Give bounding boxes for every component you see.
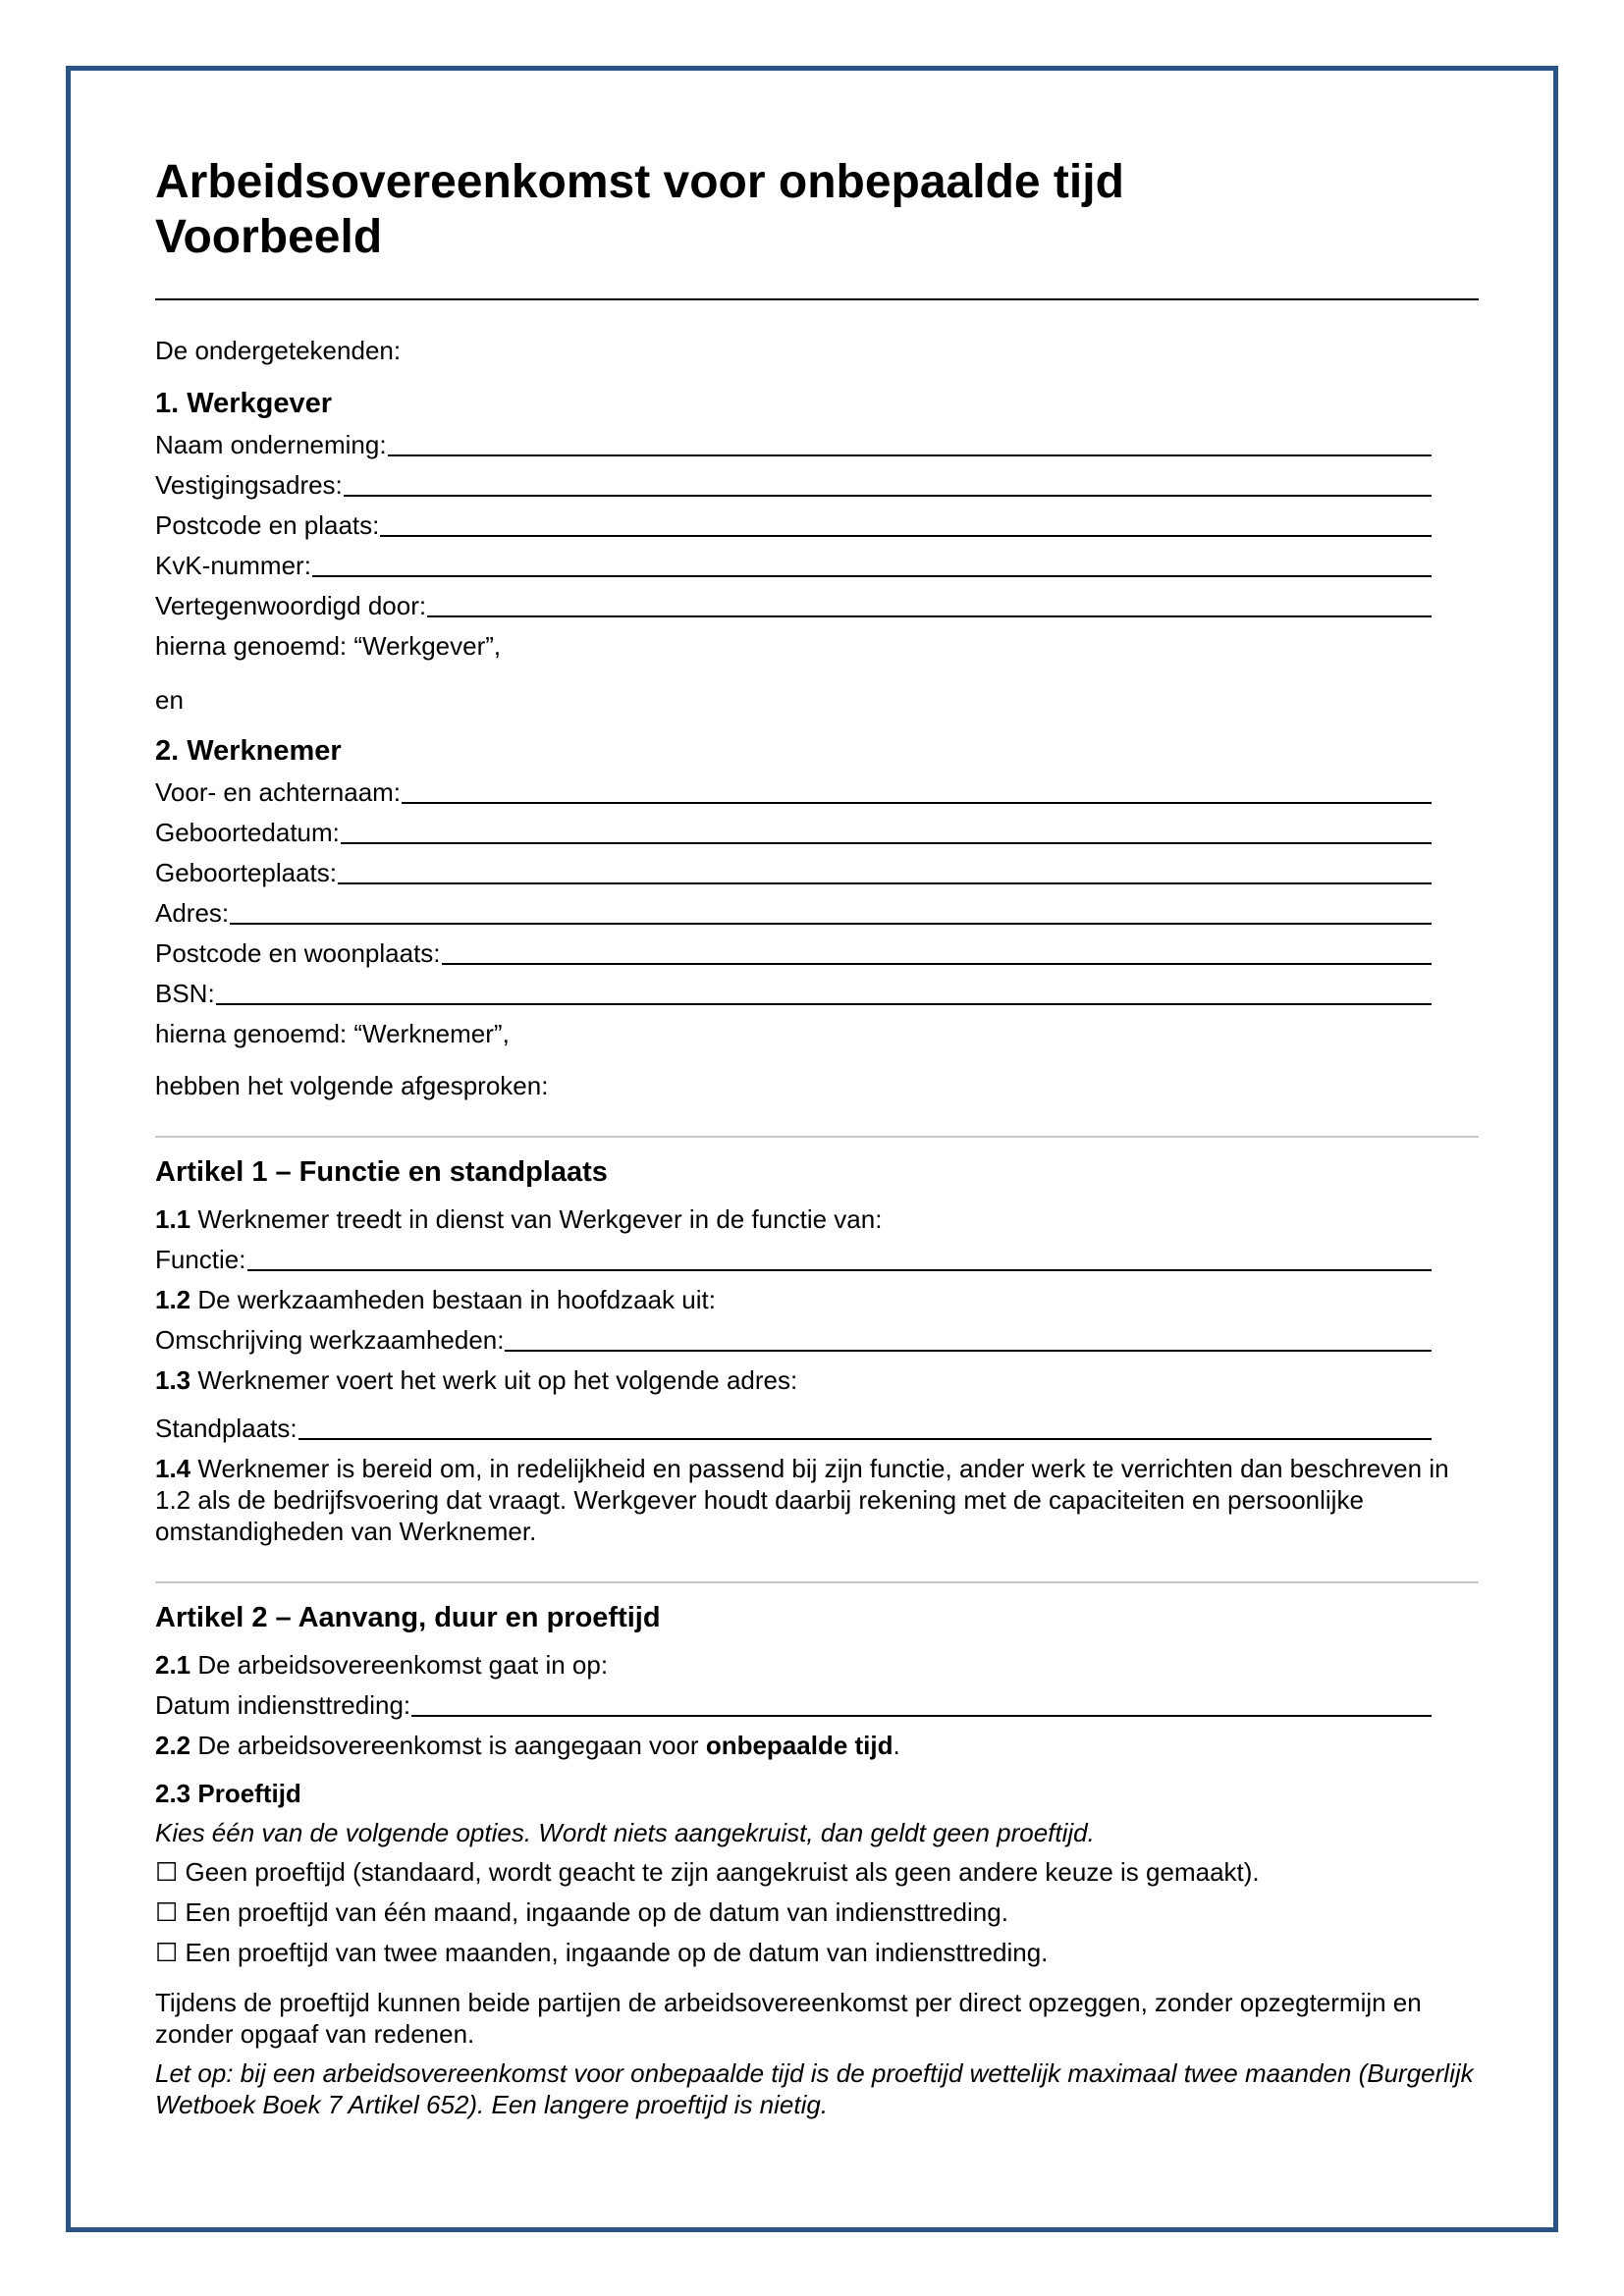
- werkgever-fields: [155, 430, 1479, 620]
- section-divider: [155, 1581, 1479, 1583]
- fill-line[interactable]: [442, 963, 1432, 965]
- fill-line[interactable]: [341, 842, 1432, 844]
- field-voor-achternaam[interactable]: Voor- en achternaam:: [155, 777, 1432, 807]
- clause-1-1: 1.1 Werknemer treedt in dienst van Werkgever in de functie van:: [155, 1204, 883, 1234]
- field-datum-indiensttreding[interactable]: Datum indiensttreding:: [155, 1690, 1432, 1720]
- option-geen-proeftijd[interactable]: ☐ Geen proeftijd (standaard, wordt geacht te zijn aangekruist als geen andere keuze is gemaakt).: [155, 1857, 1260, 1887]
- option-proeftijd-twee-maanden[interactable]: ☐ Een proeftijd van twee maanden, ingaande op de datum van indiensttreding.: [155, 1938, 1049, 1967]
- fill-line[interactable]: [411, 1715, 1432, 1717]
- checkbox-icon[interactable]: ☐: [155, 1857, 179, 1887]
- agreed-text: hebben het volgende afgesproken:: [155, 1071, 549, 1100]
- werknemer-fields: [155, 777, 1479, 1008]
- fill-line[interactable]: [338, 882, 1432, 884]
- clause-1-2: 1.2 De werkzaamheden bestaan in hoofdzaak uit:: [155, 1285, 716, 1314]
- clause-2-2: 2.2 De arbeidsovereenkomst is aangegaan voor onbepaalde tijd.: [155, 1731, 900, 1760]
- artikel-1-heading: Artikel 1 – Functie en standplaats: [155, 1156, 608, 1188]
- clause-1-3: 1.3 Werknemer voert het werk uit op het volgende adres:: [155, 1365, 798, 1395]
- proeftijd-text: Tijdens de proeftijd kunnen beide partijen de arbeidsovereenkomst per direct opzeggen, zonder opzegtermijn en zonder opgaaf van redenen.: [155, 1988, 1422, 2049]
- fill-line[interactable]: [247, 1269, 1433, 1271]
- field-functie[interactable]: Functie:: [155, 1245, 1432, 1274]
- werknemer-heading: 2. Werknemer: [155, 735, 342, 767]
- checkbox-icon[interactable]: ☐: [155, 1938, 179, 1967]
- werkgever-footer: hierna genoemd: “Werkgever”,: [155, 631, 502, 661]
- fill-line[interactable]: [312, 575, 1432, 577]
- fill-line[interactable]: [380, 535, 1432, 537]
- title-line-1: Arbeidsovereenkomst voor onbepaalde tijd: [155, 156, 1124, 208]
- fill-line[interactable]: [427, 615, 1432, 617]
- fill-line[interactable]: [388, 454, 1432, 456]
- field-kvk-nummer[interactable]: KvK-nummer:: [155, 551, 1432, 580]
- legal-note: Let op: bij een arbeidsovereenkomst voor onbepaalde tijd is de proeftijd wettelijk maximaal twee maanden (Burgerlijk Wetboek Boek 7 Artikel 652). Een langere proeftijd is nietig.: [155, 2058, 1474, 2119]
- field-vestigingsadres[interactable]: Vestigingsadres:: [155, 470, 1432, 500]
- section-divider: [155, 1136, 1479, 1138]
- document-title: [155, 155, 1479, 265]
- proeftijd-instruction: Kies één van de volgende opties. Wordt niets aangekruist, dan geldt geen proeftijd.: [155, 1818, 1095, 1847]
- werknemer-footer: hierna genoemd: “Werknemer”,: [155, 1019, 510, 1048]
- field-bsn[interactable]: BSN:: [155, 979, 1432, 1008]
- fill-line[interactable]: [344, 495, 1432, 497]
- field-standplaats[interactable]: Standplaats:: [155, 1414, 1432, 1443]
- fill-line[interactable]: [298, 1438, 1432, 1440]
- clause-2-1: 2.1 De arbeidsovereenkomst gaat in op:: [155, 1650, 609, 1680]
- document-body: [155, 155, 1479, 2120]
- werkgever-heading: 1. Werkgever: [155, 388, 333, 419]
- fill-line[interactable]: [505, 1350, 1432, 1352]
- artikel-2-heading: Artikel 2 – Aanvang, duur en proeftijd: [155, 1602, 661, 1633]
- title-divider: [155, 298, 1479, 300]
- fill-line[interactable]: [230, 923, 1432, 925]
- field-adres[interactable]: Adres:: [155, 898, 1432, 928]
- field-geboorteplaats[interactable]: Geboorteplaats:: [155, 858, 1432, 887]
- checkbox-icon[interactable]: ☐: [155, 1897, 179, 1927]
- option-proeftijd-een-maand[interactable]: ☐ Een proeftijd van één maand, ingaande op de datum van indiensttreding.: [155, 1897, 1008, 1927]
- field-omschrijving-werkzaamheden[interactable]: Omschrijving werkzaamheden:: [155, 1325, 1432, 1355]
- clause-2-3-heading: 2.3 Proeftijd: [155, 1779, 301, 1808]
- title-line-2: Voorbeeld: [155, 211, 383, 263]
- intro-text: De ondergetekenden:: [155, 336, 402, 365]
- field-naam-onderneming[interactable]: Naam onderneming:: [155, 430, 1432, 459]
- field-postcode-woonplaats[interactable]: Postcode en woonplaats:: [155, 938, 1432, 968]
- fill-line[interactable]: [402, 802, 1432, 804]
- clause-1-4: 1.4 Werknemer is bereid om, in redelijkheid en passend bij zijn functie, ander werk te verrichten dan beschreven in 1.2 als de bedrijfsvoering dat vraagt. Werkgever houdt daarbij rekening met de capaciteiten en persoonlijke omstandigheden van Werknemer.: [155, 1454, 1449, 1546]
- field-geboortedatum[interactable]: Geboortedatum:: [155, 818, 1432, 847]
- field-postcode-plaats[interactable]: Postcode en plaats:: [155, 510, 1432, 540]
- en-text: en: [155, 685, 184, 715]
- fill-line[interactable]: [216, 1003, 1432, 1005]
- field-vertegenwoordigd-door[interactable]: Vertegenwoordigd door:: [155, 591, 1432, 620]
